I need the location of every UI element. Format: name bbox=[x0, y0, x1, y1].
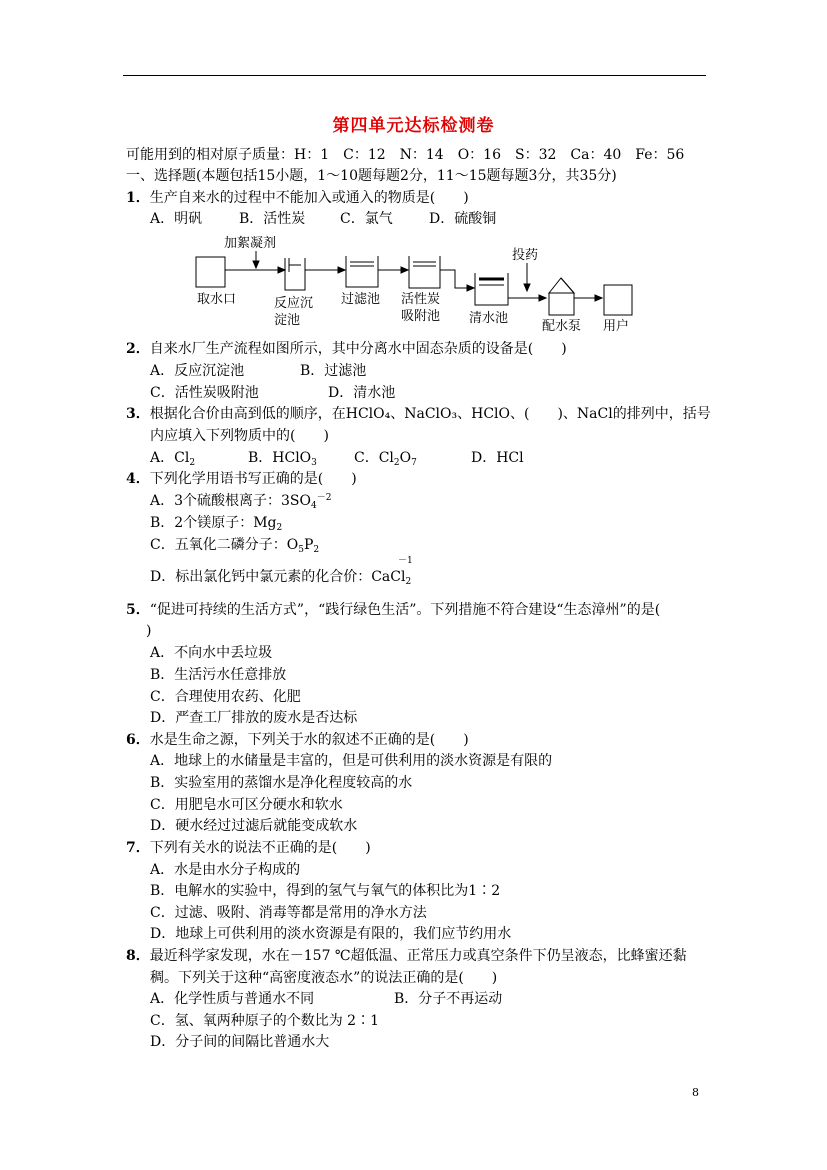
question-number: 7． bbox=[126, 840, 150, 856]
option-c[interactable]: C．用肥皂水可区分硬水和软水 bbox=[150, 797, 343, 813]
option-a[interactable]: A．化学性质与普通水不同 bbox=[150, 991, 315, 1007]
option-d[interactable]: D．HCl bbox=[471, 450, 524, 466]
option-b[interactable]: B．活性炭 bbox=[239, 211, 306, 227]
option-c[interactable]: C．五氧化二磷分子：$O_5P_2$ bbox=[150, 537, 320, 555]
label-carbon-1: 活性炭 bbox=[401, 292, 441, 307]
option-b[interactable]: B．电解水的实验中，得到的氢气与氧气的体积比为1∶2 bbox=[150, 883, 501, 899]
q2-options-row-1 bbox=[150, 362, 366, 380]
question-8 bbox=[126, 947, 687, 965]
option-c[interactable]: C．过滤、吸附、消毒等都是常用的净水方法 bbox=[150, 905, 427, 921]
label-filter: 过滤池 bbox=[341, 292, 381, 307]
option-a[interactable]: A．地球上的水储量是丰富的，但是可供利用的淡水资源是有限的 bbox=[150, 753, 553, 769]
option-b[interactable]: B．2个镁原子：$Mg_2$ bbox=[150, 515, 283, 533]
question-3-cont: 内应填入下列物质中的( ) bbox=[150, 428, 329, 444]
option-a[interactable]: A．不向水中丢垃圾 bbox=[150, 645, 273, 661]
question-stem: 自来水厂生产流程如图所示，其中分离水中固态杂质的设备是( ) bbox=[149, 341, 567, 357]
option-c[interactable]: C．活性炭吸附池 bbox=[150, 385, 259, 401]
question-stem: 最近科学家发现，水在－157 ℃超低温、正常压力或真空条件下仍呈液态，比蜂蜜还黏 bbox=[149, 948, 687, 964]
question-number: 3． bbox=[126, 406, 150, 422]
question-3 bbox=[126, 405, 711, 423]
q3-options bbox=[150, 449, 524, 467]
question-stem: 水是生命之源，下列关于水的叙述不正确的是( ) bbox=[149, 732, 469, 748]
option-d[interactable]: D．硬水经过过滤后就能变成软水 bbox=[150, 818, 358, 834]
page-number: 8 bbox=[692, 1086, 699, 1099]
label-reaction-2: 淀池 bbox=[274, 313, 301, 328]
option-b[interactable]: B．HClO$_3$ bbox=[248, 450, 317, 468]
label-carbon-2: 吸附池 bbox=[401, 309, 441, 324]
question-6 bbox=[126, 731, 469, 749]
option-d[interactable]: D．严查工厂排放的废水是否达标 bbox=[150, 710, 358, 726]
water-treatment-diagram bbox=[0, 0, 827, 340]
q8-options-row-1 bbox=[150, 990, 502, 1008]
option-a[interactable]: A．3个硫酸根离子：$3SO_4^{-2}$ bbox=[150, 493, 332, 511]
option-c[interactable]: C．氢、氧两种原子的个数比为 2∶1 bbox=[150, 1013, 379, 1029]
question-5 bbox=[126, 601, 660, 619]
question-number: 6． bbox=[126, 732, 150, 748]
option-a[interactable]: A．明矾 bbox=[150, 211, 203, 227]
question-number: 2． bbox=[126, 341, 150, 357]
page-title: 第四单元达标检测卷 bbox=[332, 116, 495, 136]
question-8-cont: 稠。下列关于这种“高密度液态水”的说法正确的是( ) bbox=[150, 970, 498, 986]
question-stem: “促进可持续的生活方式”，“践行绿色生活”。下列措施不符合建设“生态漳州”的是( bbox=[149, 602, 661, 618]
option-b[interactable]: B．分子不再运动 bbox=[394, 991, 503, 1007]
option-d[interactable]: D．分子间的间隔比普通水大 bbox=[150, 1034, 330, 1050]
option-c[interactable]: C．氯气 bbox=[340, 211, 393, 227]
label-coagulant: 加絮凝剂 bbox=[224, 236, 277, 251]
option-d[interactable]: D．硫酸铜 bbox=[429, 211, 497, 227]
option-b[interactable]: B．实验室用的蒸馏水是净化程度较高的水 bbox=[150, 775, 413, 791]
section-heading: 一、选择题(本题包括15小题，1～10题每题2分，11～15题每题3分，共35分) bbox=[126, 168, 617, 184]
question-number: 4． bbox=[126, 471, 150, 487]
option-d[interactable]: D．标出氯化钙中氯元素的化合价：CaCl$_2$ bbox=[150, 569, 412, 587]
label-clear: 清水池 bbox=[469, 311, 509, 326]
option-b[interactable]: B．过滤池 bbox=[300, 363, 367, 379]
question-4 bbox=[126, 470, 357, 488]
question-stem: 下列化学用语书写正确的是( ) bbox=[149, 471, 357, 487]
label-reaction-1: 反应沉 bbox=[274, 296, 314, 311]
question-7 bbox=[126, 839, 371, 857]
q2-options-row-2 bbox=[150, 384, 395, 402]
user-box bbox=[604, 285, 632, 315]
question-5-cont: ) bbox=[146, 623, 152, 639]
question-number: 5． bbox=[126, 602, 150, 618]
label-dosing: 投药 bbox=[512, 248, 539, 263]
option-b[interactable]: B．生活污水任意排放 bbox=[150, 667, 287, 683]
question-number: 1． bbox=[126, 190, 150, 206]
question-number: 8． bbox=[126, 948, 150, 964]
question-2 bbox=[126, 340, 567, 358]
option-a[interactable]: A．反应沉淀池 bbox=[150, 363, 245, 379]
option-a[interactable]: A．水是由水分子构成的 bbox=[150, 862, 301, 878]
option-d[interactable]: D．地球上可供利用的淡水资源是有限的，我们应节约用水 bbox=[150, 926, 512, 942]
option-c[interactable]: C．$Cl_2O_7$ bbox=[354, 450, 417, 468]
question-stem: 生产自来水的过程中不能加入或通入的物质是( ) bbox=[149, 190, 469, 206]
option-a[interactable]: A．$Cl_2$ bbox=[150, 450, 196, 468]
atomic-masses: 可能用到的相对原子质量：H：1 C：12 N：14 O：16 S：32 Ca：40 Fe：56 bbox=[126, 147, 685, 163]
question-stem: 根据化合价由高到低的顺序，在HClO₄、NaClO₃、HClO、( )、NaCl的排列中，括号 bbox=[149, 406, 711, 422]
label-pump: 配水泵 bbox=[542, 319, 582, 334]
label-user: 用户 bbox=[603, 319, 630, 334]
intake-box bbox=[196, 257, 225, 287]
option-c[interactable]: C．合理使用农药、化肥 bbox=[150, 689, 301, 705]
valence-mark: －1 bbox=[398, 556, 413, 566]
question-stem: 下列有关水的说法不正确的是( ) bbox=[149, 840, 371, 856]
option-d[interactable]: D．清水池 bbox=[328, 385, 396, 401]
label-intake: 取水口 bbox=[197, 292, 237, 307]
